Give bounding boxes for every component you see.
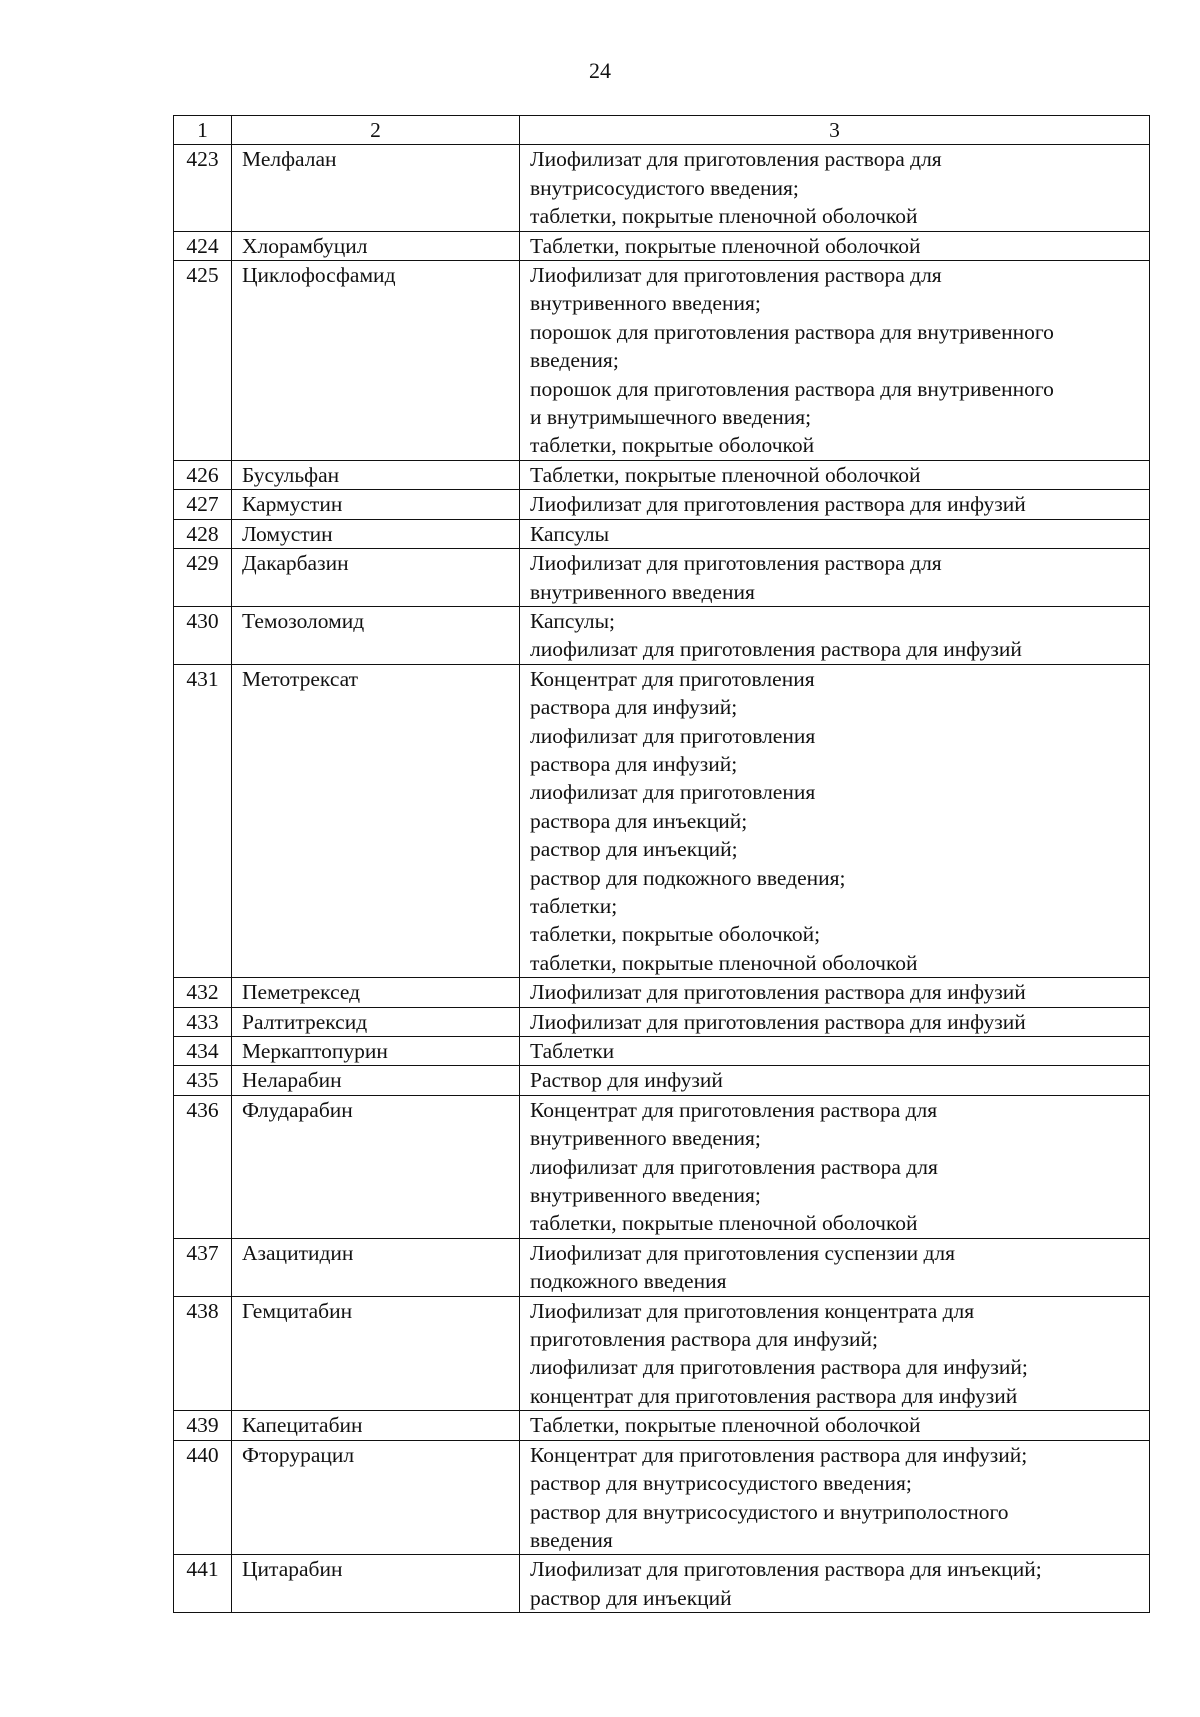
- dosage-form-line: Лиофилизат для приготовления раствора для инфузий: [530, 980, 1026, 1005]
- column-header-number: 1: [174, 116, 232, 145]
- dosage-form-line: Капсулы: [530, 521, 610, 546]
- dosage-form-line: Таблетки, покрытые пленочной оболочкой: [530, 233, 921, 258]
- table-row: [174, 664, 1150, 977]
- column-header-name: 2: [232, 116, 520, 145]
- table-row: [174, 490, 1150, 519]
- drug-name: Капецитабин: [232, 1411, 520, 1440]
- dosage-form-line: Лиофилизат для приготовления раствора для инъекций;: [530, 1557, 1042, 1582]
- drug-name: Флударабин: [232, 1095, 520, 1238]
- dosage-forms: [520, 1095, 1150, 1238]
- dosage-form-line: подкожного введения: [530, 1269, 727, 1294]
- row-number: 440: [174, 1440, 232, 1555]
- table-body: [174, 145, 1150, 1613]
- row-number: 441: [174, 1555, 232, 1613]
- dosage-forms: [520, 1007, 1150, 1036]
- dosage-form-line: раствор для внутрисосудистого и внутриполостного: [530, 1499, 1009, 1524]
- drug-name: Пеметрексед: [232, 978, 520, 1007]
- drug-name: Темозоломид: [232, 606, 520, 664]
- dosage-forms: [520, 549, 1150, 607]
- dosage-form-line: и внутримышечного введения;: [530, 405, 812, 430]
- dosage-form-line: лиофилизат для приготовления: [530, 780, 816, 805]
- drug-name: Ралтитрексид: [232, 1007, 520, 1036]
- dosage-form-line: порошок для приготовления раствора для внутривенного: [530, 376, 1054, 401]
- dosage-form-line: внутрисосудистого введения;: [530, 175, 799, 200]
- row-number: 424: [174, 231, 232, 260]
- drug-name: Цитарабин: [232, 1555, 520, 1613]
- dosage-form-line: Таблетки, покрытые пленочной оболочкой: [530, 462, 921, 487]
- dosage-form-line: Концентрат для приготовления раствора для инфузий;: [530, 1442, 1028, 1467]
- row-number: 426: [174, 460, 232, 489]
- dosage-form-line: таблетки, покрытые пленочной оболочкой: [530, 950, 918, 975]
- drug-name: Неларабин: [232, 1066, 520, 1095]
- dosage-form-line: раствор для внутрисосудистого введения;: [530, 1471, 912, 1496]
- row-number: 423: [174, 145, 232, 231]
- drug-name: Мелфалан: [232, 145, 520, 231]
- dosage-form-line: порошок для приготовления раствора для внутривенного: [530, 319, 1054, 344]
- table-row: [174, 1066, 1150, 1095]
- dosage-form-line: раствор для подкожного введения;: [530, 865, 846, 890]
- table-row: [174, 1007, 1150, 1036]
- drug-name: Дакарбазин: [232, 549, 520, 607]
- dosage-form-line: Капсулы;: [530, 608, 616, 633]
- row-number: 435: [174, 1066, 232, 1095]
- dosage-form-line: таблетки, покрытые пленочной оболочкой: [530, 204, 918, 229]
- table-row: [174, 519, 1150, 548]
- dosage-form-line: Таблетки, покрытые пленочной оболочкой: [530, 1413, 921, 1438]
- table-row: [174, 549, 1150, 607]
- dosage-forms: [520, 490, 1150, 519]
- dosage-forms: [520, 664, 1150, 977]
- dosage-form-line: Лиофилизат для приготовления раствора для: [530, 147, 942, 172]
- drug-name: Гемцитабин: [232, 1296, 520, 1411]
- dosage-form-line: лиофилизат для приготовления: [530, 723, 816, 748]
- row-number: 427: [174, 490, 232, 519]
- dosage-form-line: раствор для инъекций: [530, 1585, 732, 1610]
- dosage-form-line: Лиофилизат для приготовления раствора для: [530, 551, 942, 576]
- table-row: [174, 1411, 1150, 1440]
- dosage-form-line: Лиофилизат для приготовления раствора для инфузий: [530, 1009, 1026, 1034]
- table-row: [174, 145, 1150, 231]
- dosage-forms: [520, 606, 1150, 664]
- dosage-form-line: лиофилизат для приготовления раствора для инфузий: [530, 637, 1022, 662]
- dosage-form-line: таблетки;: [530, 893, 618, 918]
- dosage-form-line: Лиофилизат для приготовления суспензии для: [530, 1240, 956, 1265]
- drug-table: [173, 115, 1150, 1613]
- row-number: 433: [174, 1007, 232, 1036]
- drug-name: Фторурацил: [232, 1440, 520, 1555]
- row-number: 438: [174, 1296, 232, 1411]
- dosage-form-line: Лиофилизат для приготовления раствора для: [530, 263, 942, 288]
- dosage-form-line: введения;: [530, 348, 619, 373]
- dosage-form-line: введения: [530, 1527, 613, 1552]
- table-row: [174, 1037, 1150, 1066]
- table-row: [174, 261, 1150, 461]
- dosage-forms: [520, 1238, 1150, 1296]
- dosage-forms: [520, 1411, 1150, 1440]
- dosage-form-line: раствора для инфузий;: [530, 751, 738, 776]
- row-number: 428: [174, 519, 232, 548]
- dosage-form-line: внутривенного введения;: [530, 1126, 761, 1151]
- dosage-form-line: внутривенного введения: [530, 579, 755, 604]
- drug-name: Циклофосфамид: [232, 261, 520, 461]
- drug-name: Хлорамбуцил: [232, 231, 520, 260]
- dosage-form-line: раствора для инфузий;: [530, 695, 738, 720]
- drug-name: Ломустин: [232, 519, 520, 548]
- dosage-form-line: таблетки, покрытые пленочной оболочкой: [530, 1211, 918, 1236]
- dosage-form-line: Концентрат для приготовления: [530, 666, 815, 691]
- table-header-row: [174, 116, 1150, 145]
- drug-name: Метотрексат: [232, 664, 520, 977]
- dosage-form-line: Лиофилизат для приготовления раствора для инфузий: [530, 492, 1026, 517]
- drug-name: Меркаптопурин: [232, 1037, 520, 1066]
- row-number: 429: [174, 549, 232, 607]
- dosage-forms: [520, 1037, 1150, 1066]
- row-number: 430: [174, 606, 232, 664]
- row-number: 432: [174, 978, 232, 1007]
- dosage-forms: [520, 261, 1150, 461]
- dosage-forms: [520, 1066, 1150, 1095]
- dosage-form-line: таблетки, покрытые оболочкой;: [530, 922, 821, 947]
- dosage-form-line: концентрат для приготовления раствора для инфузий: [530, 1383, 1018, 1408]
- dosage-forms: [520, 231, 1150, 260]
- dosage-form-line: лиофилизат для приготовления раствора для: [530, 1154, 938, 1179]
- dosage-form-line: Раствор для инфузий: [530, 1068, 723, 1093]
- dosage-forms: [520, 1440, 1150, 1555]
- dosage-form-line: внутривенного введения;: [530, 1183, 761, 1208]
- table-row: [174, 978, 1150, 1007]
- row-number: 436: [174, 1095, 232, 1238]
- dosage-forms: [520, 519, 1150, 548]
- table-row: [174, 1296, 1150, 1411]
- table-row: [174, 1440, 1150, 1555]
- dosage-form-line: лиофилизат для приготовления раствора для инфузий;: [530, 1355, 1028, 1380]
- dosage-form-line: внутривенного введения;: [530, 291, 761, 316]
- drug-name: Азацитидин: [232, 1238, 520, 1296]
- row-number: 437: [174, 1238, 232, 1296]
- drug-name: Кармустин: [232, 490, 520, 519]
- table-row: [174, 231, 1150, 260]
- page-number: 24: [589, 58, 611, 83]
- dosage-forms: [520, 460, 1150, 489]
- drug-name: Бусульфан: [232, 460, 520, 489]
- row-number: 431: [174, 664, 232, 977]
- row-number: 434: [174, 1037, 232, 1066]
- dosage-form-line: Таблетки: [530, 1039, 615, 1063]
- dosage-forms: [520, 1555, 1150, 1613]
- dosage-form-line: Лиофилизат для приготовления концентрата для: [530, 1298, 975, 1323]
- dosage-form-line: раствора для инъекций;: [530, 808, 748, 833]
- table-row: [174, 460, 1150, 489]
- row-number: 439: [174, 1411, 232, 1440]
- table-row: [174, 1238, 1150, 1296]
- table-row: [174, 1095, 1150, 1238]
- dosage-forms: [520, 1296, 1150, 1411]
- dosage-form-line: раствор для инъекций;: [530, 837, 738, 862]
- table-row: [174, 606, 1150, 664]
- dosage-forms: [520, 978, 1150, 1007]
- dosage-forms: [520, 145, 1150, 231]
- table-row: [174, 1555, 1150, 1613]
- dosage-form-line: приготовления раствора для инфузий;: [530, 1327, 879, 1352]
- row-number: 425: [174, 261, 232, 461]
- column-header-forms: 3: [520, 116, 1150, 145]
- dosage-form-line: таблетки, покрытые оболочкой: [530, 433, 815, 458]
- dosage-form-line: Концентрат для приготовления раствора для: [530, 1097, 938, 1122]
